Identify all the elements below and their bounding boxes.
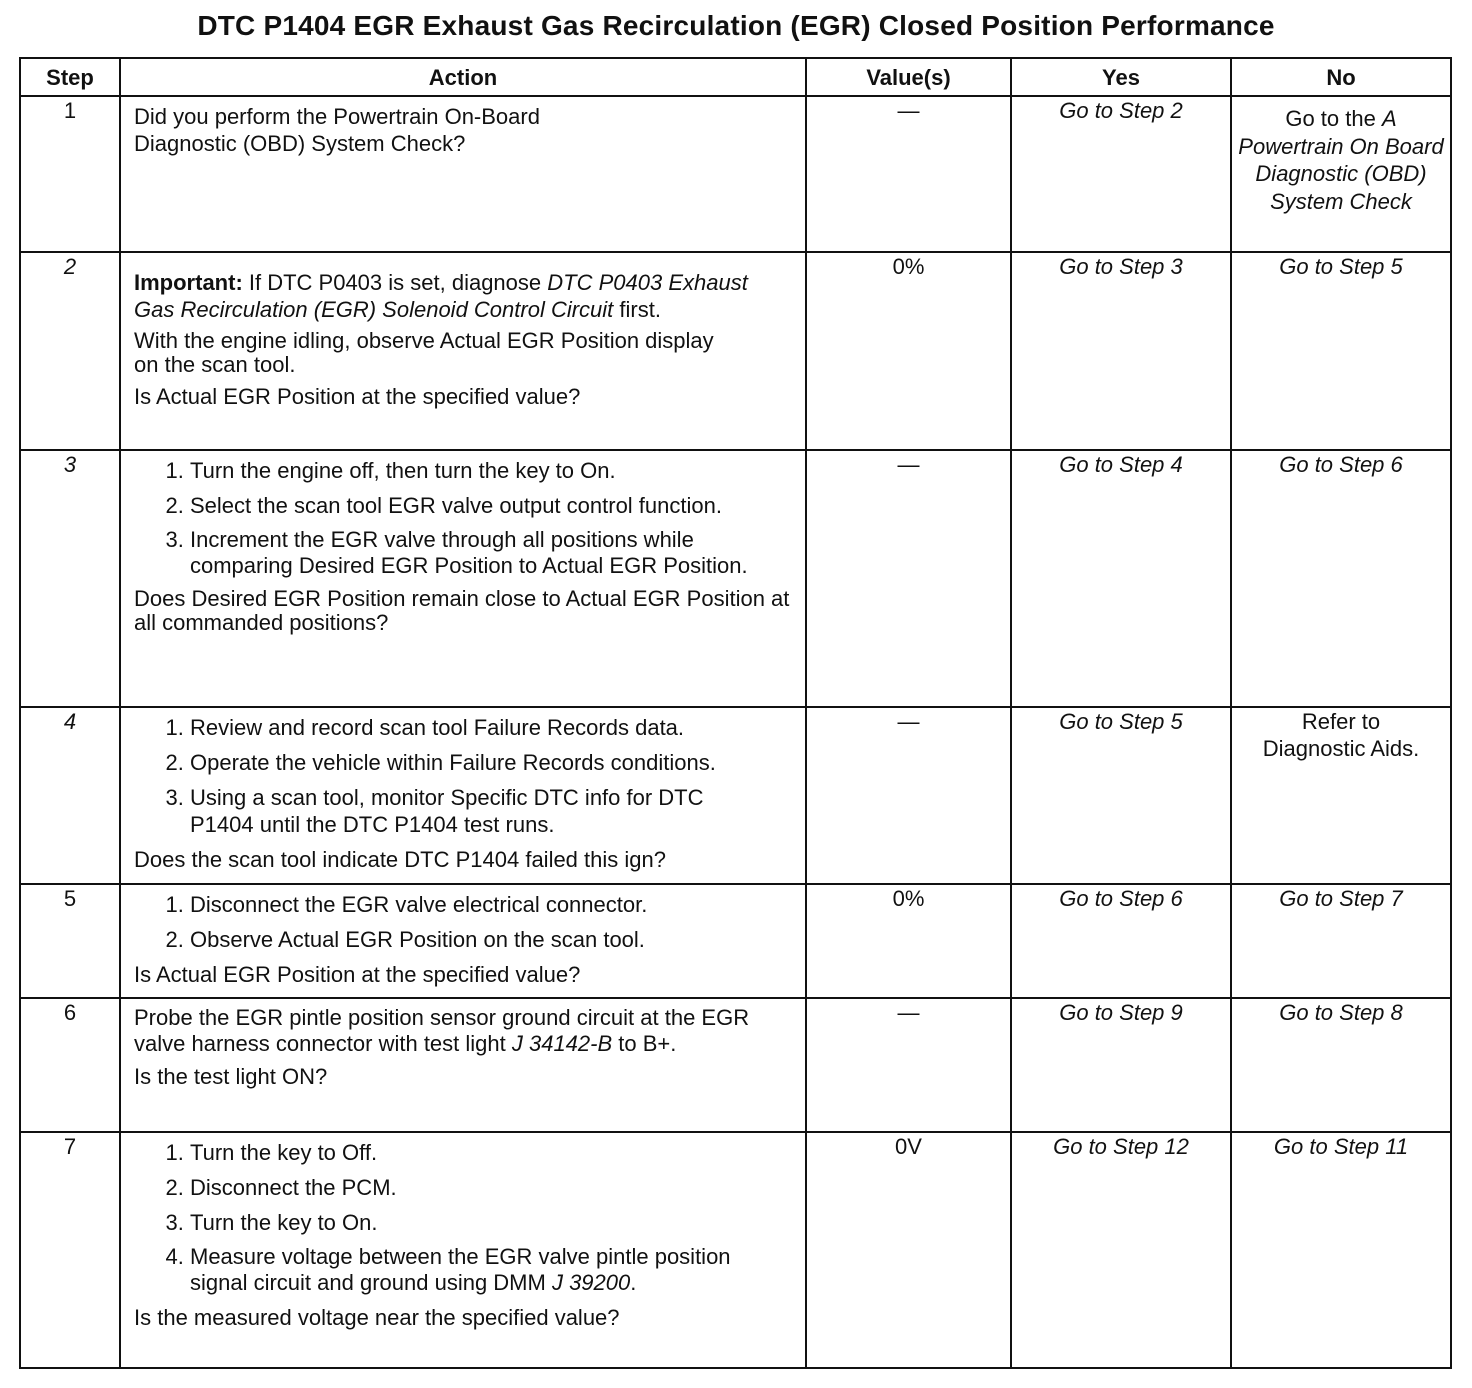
value-cell: 0% [806,252,1011,450]
step-number: 3 [20,450,120,707]
list-item: 1. Disconnect the EGR valve electrical connector. [190,891,793,918]
list-item: 2. Disconnect the PCM. [190,1174,793,1201]
yes-cell: Go to Step 6 [1011,884,1231,998]
no-cell: Go to Step 11 [1231,1132,1451,1368]
item4-pre: Measure voltage between the EGR valve pintle position signal circuit and ground using DMM [190,1244,731,1295]
no-prefix: Go to the [1285,106,1382,131]
action-cell [120,96,806,252]
action-text [134,1005,793,1057]
action-cell [120,450,806,707]
header-yes: Yes [1011,58,1231,96]
step-number: 4 [20,707,120,884]
value-cell: — [806,96,1011,252]
diagnostic-table [19,57,1452,1369]
action-post: to B+. [612,1031,677,1056]
action-question: Does the scan tool indicate DTC P1404 failed this ign? [134,847,666,872]
step-number: 5 [20,884,120,998]
table-row-step-5 [20,884,1451,998]
yes-cell: Go to Step 12 [1011,1132,1231,1368]
important-note [134,269,793,323]
action-text: Did you perform the Powertrain On-Board Diagnostic (OBD) System Check? [134,104,540,156]
action-steps [134,891,793,953]
step-number: 7 [20,1132,120,1368]
important-reference: DTC P0403 Exhaust Gas Recirculation (EGR) Solenoid Control Circuit [134,270,748,322]
list-item: 1. Turn the engine off, then turn the key to On. [190,457,793,484]
value-cell: — [806,450,1011,707]
important-label: Important: [134,270,243,295]
action-cell [120,707,806,884]
table-row-step-6 [20,998,1451,1132]
yes-cell: Go to Step 3 [1011,252,1231,450]
yes-cell: Go to Step 9 [1011,998,1231,1132]
no-cell: Go to Step 5 [1231,252,1451,450]
header-row [20,58,1451,96]
list-item: 1. Turn the key to Off. [190,1139,793,1166]
no-cell [1231,96,1451,252]
header-no: No [1231,58,1451,96]
list-item: 3. Turn the key to On. [190,1209,793,1236]
yes-cell: Go to Step 2 [1011,96,1231,252]
step-number: 1 [20,96,120,252]
important-post: first. [613,297,661,322]
list-item: 2. Select the scan tool EGR valve output control function. [190,492,793,519]
no-reference: A Powertrain On Board Diagnostic (OBD) System Check [1238,106,1444,214]
action-cell [120,252,806,450]
important-pre: If DTC P0403 is set, diagnose [242,270,548,295]
no-cell: Go to Step 6 [1231,450,1451,707]
table-row-step-2 [20,252,1451,450]
page-title: DTC P1404 EGR Exhaust Gas Recirculation (EGR) Closed Position Performance [197,10,1275,41]
tool-reference: J 34142-B [511,1031,613,1056]
list-item [190,1244,793,1296]
action-cell [120,998,806,1132]
list-item: 1. Review and record scan tool Failure Records data. [190,714,793,741]
value-cell: 0V [806,1132,1011,1368]
action-cell [120,1132,806,1368]
action-pre: Probe the EGR pintle position sensor ground circuit at the EGR valve harness connector with test light [134,1005,750,1056]
action-cell [120,884,806,998]
tool-reference: J 39200 [551,1270,631,1295]
table-row-step-7 [20,1132,1451,1368]
list-item: 3. Using a scan tool, monitor Specific DTC info for DTC P1404 until the DTC P1404 test runs. [190,784,793,838]
action-question: Is the measured voltage near the specified value? [134,1305,620,1330]
table-row-step-4 [20,707,1451,884]
action-steps [134,457,793,579]
action-steps [134,1139,793,1296]
action-text: With the engine idling, observe Actual EGR Position display on the scan tool. [134,328,714,377]
header-values: Value(s) [806,58,1011,96]
value-cell: — [806,707,1011,884]
no-cell: Refer to Diagnostic Aids. [1231,707,1451,884]
item4-post: . [630,1270,637,1295]
list-item: 3. Increment the EGR valve through all positions while comparing Desired EGR Position to Actual EGR Position. [190,527,793,579]
yes-cell: Go to Step 4 [1011,450,1231,707]
header-step: Step [20,58,120,96]
list-item: 2. Operate the vehicle within Failure Records conditions. [190,749,793,776]
no-cell: Go to Step 8 [1231,998,1451,1132]
action-steps [134,714,793,838]
table-row-step-1 [20,96,1451,252]
step-number: 2 [20,252,120,450]
action-question: Is the test light ON? [134,1064,328,1089]
yes-cell: Go to Step 5 [1011,707,1231,884]
header-action: Action [120,58,806,96]
list-item: 2. Observe Actual EGR Position on the scan tool. [190,926,793,953]
no-cell: Go to Step 7 [1231,884,1451,998]
value-cell: — [806,998,1011,1132]
step-number: 6 [20,998,120,1132]
table-row-step-3 [20,450,1451,707]
action-question: Does Desired EGR Position remain close to Actual EGR Position at all commanded positions? [134,586,790,635]
value-cell: 0% [806,884,1011,998]
action-question: Is Actual EGR Position at the specified value? [134,962,581,987]
action-question: Is Actual EGR Position at the specified value? [134,384,581,409]
